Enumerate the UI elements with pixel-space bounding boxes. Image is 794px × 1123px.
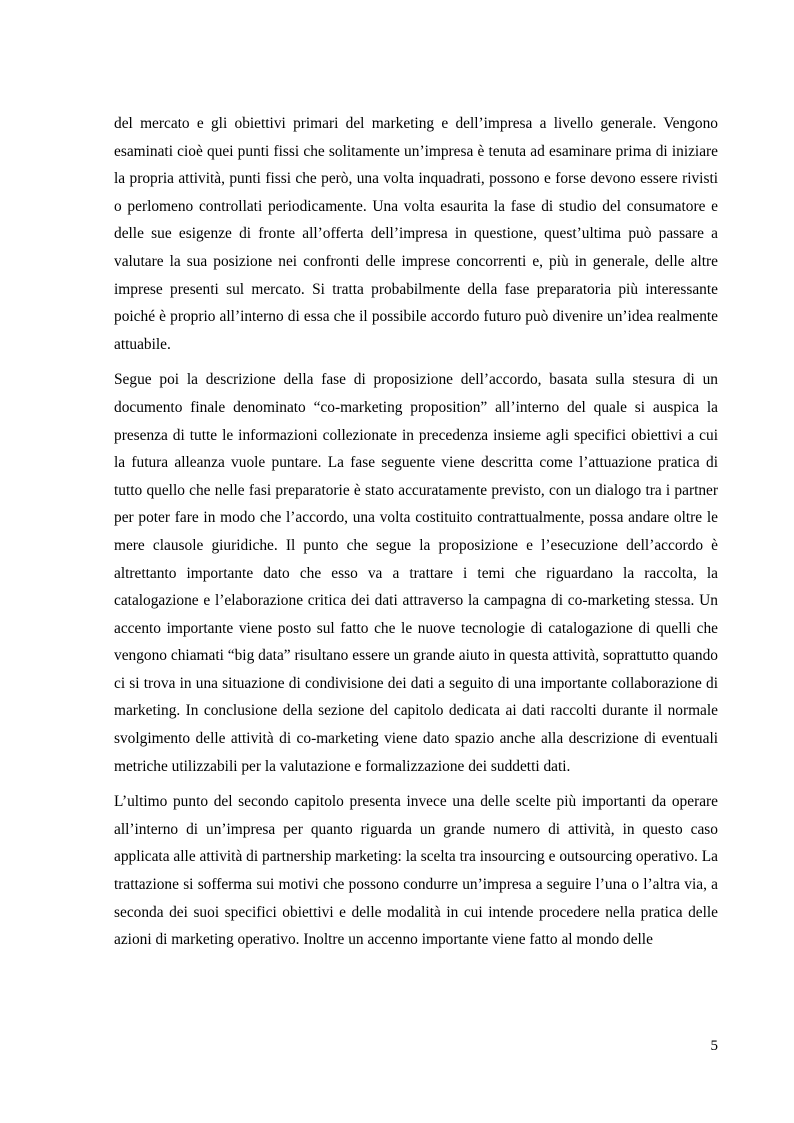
- body-text: [114, 110, 718, 962]
- paragraph-3: L’ultimo punto del secondo capitolo presenta invece una delle scelte più importanti da operare all’interno di un’impresa per quanto riguarda un grande numero di attività, in questo caso applicata alle attività di partnership marketing: la scelta tra insourcing e outsourcing operativo. La trattazione si sofferma sui motivi che possono condurre un’impresa a seguire l’una o l’altra via, a seconda dei suoi specifici obiettivi e delle modalità in cui intende procedere nella pratica delle azioni di marketing operativo. Inoltre un accenno importante viene fatto al mondo delle: [114, 793, 718, 949]
- page-number: 5: [710, 1038, 718, 1054]
- paragraph-1: del mercato e gli obiettivi primari del marketing e dell’impresa a livello generale. Vengono esaminati cioè quei punti fissi che solitamente un’impresa è tenuta ad esaminare prima di iniziare la propria attività, punti fissi che però, una volta inquadrati, possono e forse devono essere rivisti o perlomeno controllati periodicamente. Una volta esaurita la fase di studio del consumatore e delle sue esigenze di fronte all’offerta dell’impresa in questione, quest’ultima può passare a valutare la sua posizione nei confronti delle imprese concorrenti e, più in generale, delle altre imprese presenti sul mercato. Si tratta probabilmente della fase preparatoria più interessante poiché è proprio all’interno di essa che il possibile accordo futuro può divenire un’idea realmente attuabile.: [114, 115, 718, 353]
- paragraph-2: Segue poi la descrizione della fase di proposizione dell’accordo, basata sulla stesura di un documento finale denominato “co-marketing proposition” all’interno del quale si auspica la presenza di tutte le informazioni collezionate in precedenza insieme agli specifici obiettivi a cui la futura alleanza vuole puntare. La fase seguente viene descritta come l’attuazione pratica di tutto quello che nelle fasi preparatorie è stato accuratamente previsto, con un dialogo tra i partner per poter fare in modo che l’accordo, una volta costituito contrattualmente, possa andare oltre le mere clausole giuridiche. Il punto che segue la proposizione e l’esecuzione dell’accordo è altrettanto importante dato che esso va a trattare i temi che riguardano la raccolta, la catalogazione e l’elaborazione critica dei dati attraverso la campagna di co-marketing stessa. Un accento importante viene posto sul fatto che le nuove tecnologie di catalogazione di quelli che vengono chiamati “big data” risultano essere un grande aiuto in questa attività, soprattutto quando ci si trova in una situazione di condivisione dei dati a seguito di una importante collaborazione di marketing. In conclusione della sezione del capitolo dedicata ai dati raccolti durante il normale svolgimento delle attività di co-marketing viene dato spazio anche alla descrizione di eventuali metriche utilizzabili per la valutazione e formalizzazione dei suddetti dati.: [114, 371, 718, 775]
